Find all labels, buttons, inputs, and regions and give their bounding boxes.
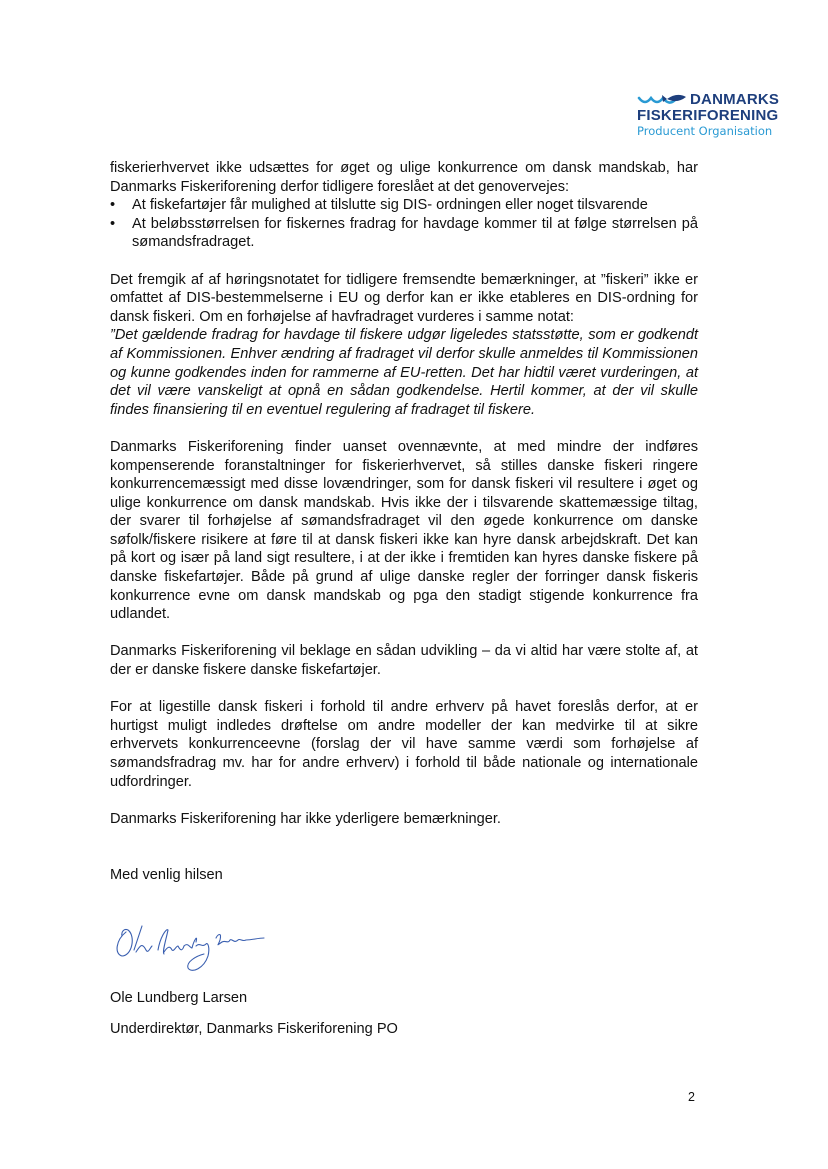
list-item: • At beløbsstørrelsen for fiskernes fradrag for havdage kommer til at følge størrelsen på sømandsfradraget. <box>110 215 698 252</box>
proposal-paragraph: For at ligestille dansk fiskeri i forhold til andre erhverv på havet foreslås derfor, at er hurtigst muligt indledes drøftelse om andre modeller der kan medvirke til at sikre erhvervets konkurrenceevne (forslag der vil have samme værdi som forhøjelse af sømandsfradrag mv. har for andre erhverv) i forhold til både nationale og internationale udfordringer. <box>110 699 698 790</box>
hearing-note-text: Det fremgik af af høringsnotatet for tidligere fremsendte bemærkninger, at ”fiskeri” ikke er omfattet af DIS-bestemmelserne i EU og derfor kan er ikke etableres en DIS-ordning for dansk fiskeri. Om en forhøjelse af havfradraget vurderes i samme notat: <box>110 271 698 325</box>
closing-greeting: Med venlig hilsen <box>110 867 223 883</box>
regret-paragraph: Danmarks Fiskeriforening vil beklage en sådan udvikling – da vi altid har være stolte af, at der er danske fiskere danske fiskefartøjer. <box>110 643 698 679</box>
organization-logo <box>634 90 794 142</box>
proposal-list <box>110 196 698 252</box>
hearing-note-quote: ”Det gældende fradrag for havdage til fiskere udgør ligeledes statsstøtte, som er godkendt af Kommissionen. Enhver ændring af fradraget vil derfor skulle anmeldes til Kommissionen og kunne godkendes inden for rammerne af EU-retten. Det har hidtil været vurderingen, at det vil være vanskeligt at opnå en sådan godkendelse. Hertil kommer, at der vil skulle findes finansiering til en eventuel regulering af fradraget til fiskere. <box>110 327 698 418</box>
logo-text-danmarks: DANMARKS <box>690 91 780 108</box>
handwritten-signature <box>112 912 272 976</box>
fish-wave-logo-icon <box>637 92 689 108</box>
list-item: • At fiskefartøjer får mulighed at tilslutte sig DIS- ordningen eller noget tilsvarende <box>110 196 698 215</box>
page-number: 2 <box>688 1090 695 1104</box>
logo-text-producent-organisation: Producent Organisation <box>637 124 773 138</box>
position-paragraph: Danmarks Fiskeriforening finder uanset ovennævnte, at med mindre der indføres kompenserende foranstaltninger for fiskerierhvervet, så stilles danske fiskeri ringere konkurrencemæssigt med disse lovændringer, som for dansk fiskeri vil resultere i øget og ulige konkurrence om dansk mandskab. Hvis ikke der i tilsvarende skattemæssige tiltag, der svarer til forhøjelse af sømandsfradraget vil den øgede konkurrence om danske søfolk/fiskere risikere at føre til at dansk fiskeri ikke kan hyre dansk arbejdskraft. Det kan på kort og især på land sigt resultere, i at der ikke i fremtiden kan hyres danske fiskere på danske fiskefartøjer. Både på grund af ulige danske regler der forringer dansk fiskeris konkurrence evne om dansk mandskab og pga den stadigt stigende konkurrence fra udlandet. <box>110 438 698 623</box>
logo-text-fiskeriforening: FISKERIFORENING <box>637 107 779 124</box>
intro-paragraph: fiskerierhvervet ikke udsættes for øget og ulige konkurrence om dansk mandskab, har Danmarks Fiskeriforening derfor tidligere foreslået at det genovervejes: <box>110 160 698 195</box>
no-further-remarks-paragraph: Danmarks Fiskeriforening har ikke yderligere bemærkninger. <box>110 810 501 827</box>
letter-body <box>110 159 698 847</box>
hearing-note-paragraph <box>110 271 698 420</box>
signer-name: Ole Lundberg Larsen <box>110 990 248 1006</box>
signer-title: Underdirektør, Danmarks Fiskeriforening PO <box>110 1021 398 1037</box>
